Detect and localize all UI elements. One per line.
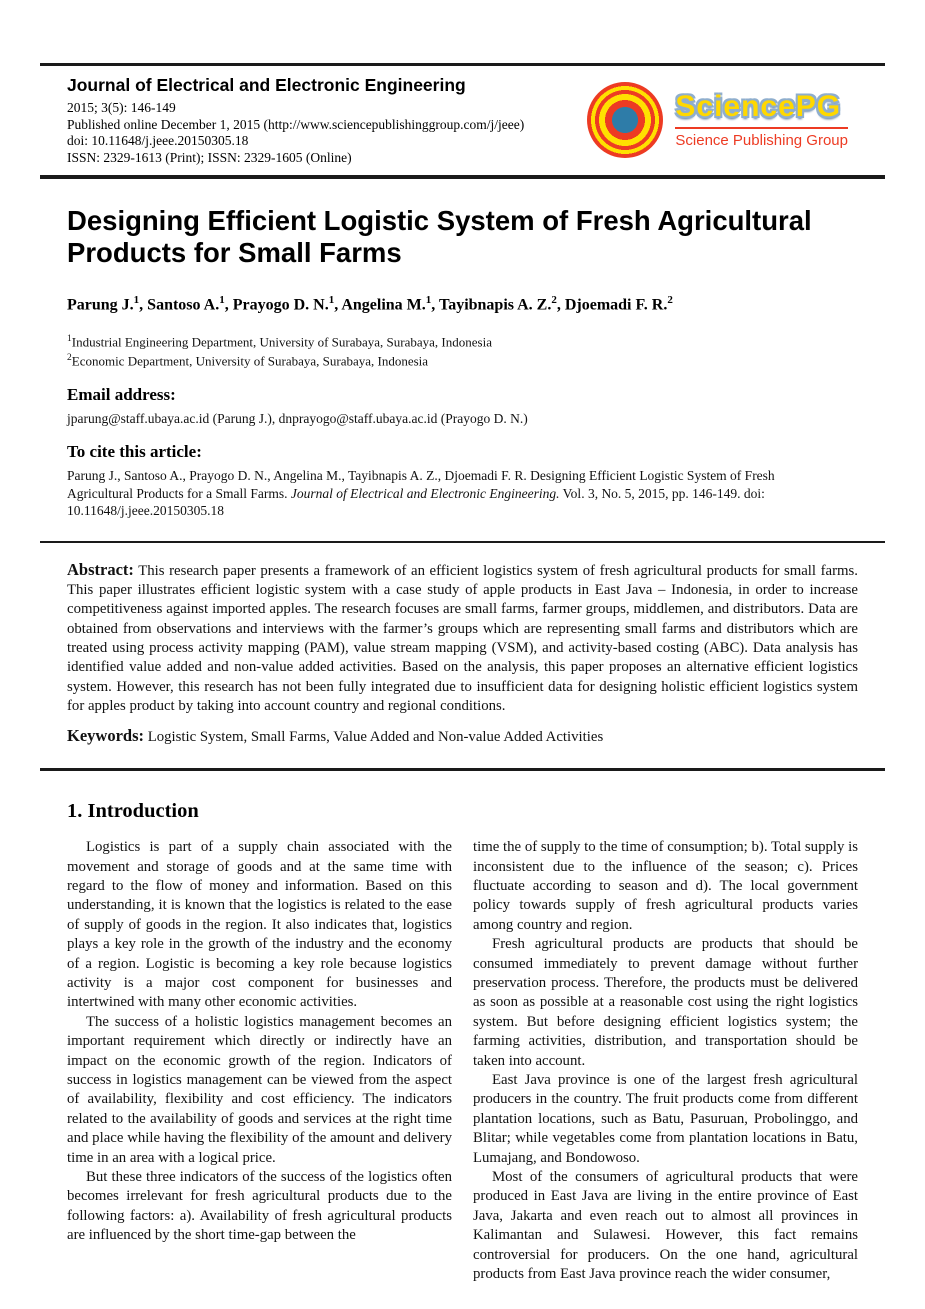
journal-issn-line: ISSN: 2329-1613 (Print); ISSN: 2329-1605 (Online)	[67, 149, 352, 165]
sciencepg-logo	[587, 82, 848, 158]
citation-journal-italic: Journal of Electrical and Electronic Engineering.	[290, 485, 560, 501]
email-heading: Email address:	[67, 384, 176, 404]
paragraph: time the of supply to the time of consumption; b). Total supply is inconsistent due to the influence of the season; c). Prices fluctuate according to season and d). The local government policy towards supply of fresh agricultural products varies among country and region.	[473, 839, 858, 933]
author-name: Prayogo D. N.	[232, 296, 329, 314]
keywords-text: Logistic System, Small Farms, Value Added and Non-value Added Activities	[147, 729, 604, 746]
sciencepg-brand: SciencePG	[675, 90, 842, 123]
email-line: jparung@staff.ubaya.ac.id (Parung J.), dnprayogo@staff.ubaya.ac.id (Prayogo D. N.)	[67, 410, 528, 426]
citation-text	[67, 467, 807, 520]
paragraph: East Java province is one of the largest fresh agricultural producers in the country. The fruit products come from different plantation locations, such as Batu, Pasuruan, Probolinggo, and Blitar; while vegetables come from plantation locations in Batu, Lumajang, and Bondowoso.	[473, 1072, 858, 1166]
author-name: Djoemadi F. R.	[564, 296, 668, 314]
affiliation-1-text: Industrial Engineering Department, University of Surabaya, Surabaya, Indonesia	[71, 334, 492, 350]
sciencepg-rings-icon	[587, 82, 663, 158]
sciencepg-tagline: Science Publishing Group	[675, 132, 848, 149]
cite-heading: To cite this article:	[67, 442, 202, 462]
cite-divider	[40, 541, 885, 543]
journal-header	[67, 75, 858, 166]
paragraph: Logistics is part of a supply chain associated with the movement and storage of goods and at the same time with regard to the flow of money and information. Based on this understanding, it is known that the logistics is related to the ease of supply of goods in the region. It also indicates that, logistics plays a key role in the growth of the industry and the economy of a region. Logistic is becoming a key role because logistics activity is a major cost component for businesses and intertwined with many other economic activities.	[67, 839, 452, 1011]
right-column	[473, 838, 858, 1284]
authors-line: Parung J.$^1$, Santoso A.$^1$, Prayogo D. N.$^1$, Angelina M.$^1$, Tayibnapis A. Z.$^2$, Djoemadi F. R.$^2$	[67, 293, 673, 314]
keywords-label: Keywords:	[67, 726, 144, 746]
abstract-text: This research paper presents a framework of an efficient logistics system of fresh agricultural products for small farms. This paper illustrates efficient logistic system with a case study of apple products in East Java – Indonesia, in order to increase competitiveness against imported apples. The research focuses are small farms, farmer groups, middlemen, and distributors. Data are obtained from observations and interviews with the farmer’s groups which are representing small farms and distributors which are treated using process activity mapping (PAM), value stream mapping (VSM), and activity-based costing (ABC). Data analysis has identified value added and non-value added activities. Based on the analysis, this paper proposes an alternative efficient logistics system. However, this research has not been fully integrated due to insufficient data for designing holistic efficient logistics system for apples product by taking into account country and regional conditions.	[67, 562, 858, 714]
keywords	[67, 726, 858, 746]
body-columns	[67, 838, 858, 1284]
article-title: Designing Efficient Logistic System of Fresh Agricultural Products for Small Farms	[67, 205, 812, 268]
author-affiliation-marker: 1	[425, 293, 432, 306]
affiliation-1	[67, 331, 858, 350]
journal-published-line: Published online December 1, 2015 (http://www.sciencepublishinggroup.com/j/jeee)	[67, 116, 525, 132]
journal-meta	[67, 100, 524, 166]
section-heading-introduction: 1. Introduction	[67, 800, 199, 823]
top-divider	[40, 63, 885, 66]
paragraph: Fresh agricultural products are products that should be consumed immediately to prevent damage without further preservation process. Therefore, the products must be delivered as soon as possible at a reasonable cost using the right logistics system. But before designing efficient logistics system; the farming activities, distribution, and transportation should be taken into account.	[473, 936, 858, 1069]
journal-issue-line: 2015; 3(5): 146-149	[67, 100, 176, 115]
author-affiliation-marker: 1	[219, 293, 225, 306]
journal-doi-line: doi: 10.11648/j.jeee.20150305.18	[67, 133, 249, 148]
author-affiliation-marker: 1	[328, 293, 335, 306]
affiliation-2-marker: 2	[67, 353, 72, 364]
sciencepg-logo-divider	[675, 127, 848, 129]
citation-authors: Parung J., Santoso A., Prayogo D. N., Angelina M., Tayibnapis A. Z., Djoemadi F. R. Designing Efficient Logistic System of Fresh Agricultural Products for a Small Farms.	[67, 468, 775, 501]
affiliations	[67, 331, 858, 370]
journal-header-text	[67, 75, 524, 166]
author-affiliation-marker: 2	[551, 293, 557, 306]
journal-name: Journal of Electrical and Electronic Engineering	[67, 75, 466, 95]
paragraph: But these three indicators of the success of the logistics often becomes irrelevant for fresh agricultural products due to the following factors: a). Availability of fresh agricultural products are influenced by the short time-gap between the	[67, 1169, 452, 1244]
sciencepg-logo-text	[675, 92, 848, 148]
affiliation-2	[67, 350, 858, 369]
author-name: Santoso A.	[147, 296, 220, 314]
header-divider	[40, 175, 885, 179]
abstract	[67, 560, 858, 716]
left-column	[67, 838, 452, 1284]
paragraph: Most of the consumers of agricultural products that were produced in East Java are living in the entire province of East Java, Jakarta and even reach out to almost all provinces in Kalimantan and Sulawesi. However, this fact remains controversial for producers. On the one hand, agricultural products from East Java province reach the wider consumer,	[473, 1169, 858, 1283]
abstract-label: Abstract:	[67, 559, 134, 579]
affiliation-2-text: Economic Department, University of Surabaya, Surabaya, Indonesia	[71, 353, 429, 369]
author-name: Tayibnapis A. Z.	[438, 296, 552, 314]
keywords-divider	[40, 768, 885, 771]
author-name: Angelina M.	[341, 296, 426, 314]
paragraph: The success of a holistic logistics management becomes an important requirement which directly or indirectly have an impact on the economic growth of the region. Indicators of success in logistics management can be viewed from the aspect of availability, flexibility and cost efficiency. The indicators related to the availability of goods and services at the right time and place while having the flexibility of the amount and delivery time in an area with a logical price.	[67, 1013, 452, 1166]
author-affiliation-marker: 2	[667, 293, 673, 306]
citation-volume: Vol. 3, No. 5, 2015, pp. 146-149. doi: 10.11648/j.jeee.20150305.18	[67, 485, 765, 519]
author-affiliation-marker: 1	[133, 293, 140, 306]
affiliation-1-marker: 1	[67, 334, 72, 345]
author-name: Parung J.	[67, 296, 134, 314]
